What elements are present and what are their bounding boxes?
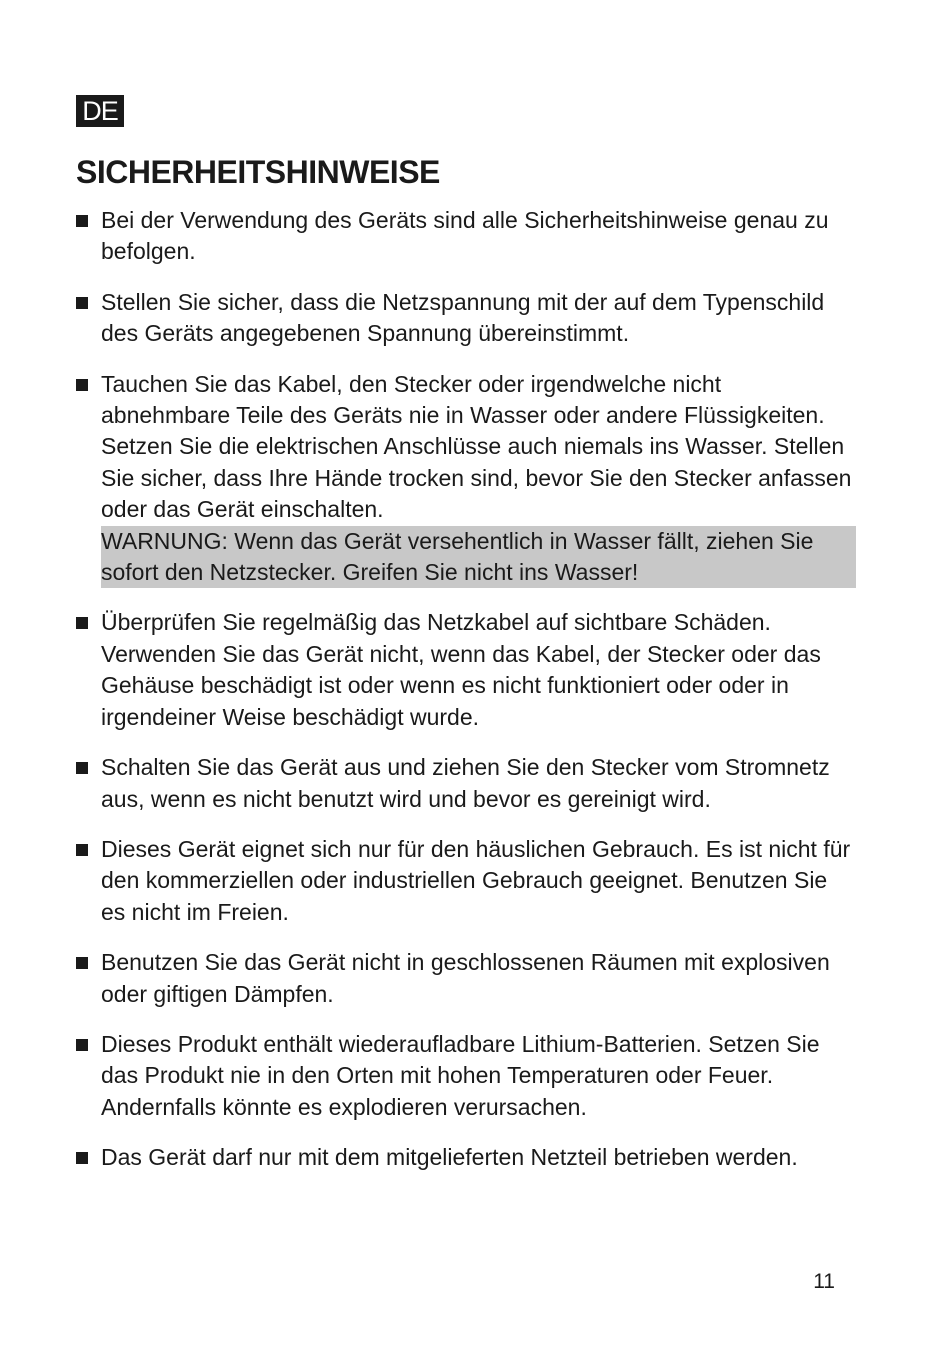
list-item xyxy=(76,752,856,815)
square-bullet-icon xyxy=(76,617,88,629)
square-bullet-icon xyxy=(76,1039,88,1051)
list-item xyxy=(76,1142,856,1173)
instruction-text: Tauchen Sie das Kabel, den Stecker oder irgendwelche nicht abnehmbare Teile des Geräts nie in Wasser oder andere Flüssigkeiten. Setzen Sie die elektrischen Anschlüsse auch niemals ins Wasser. Stellen Sie sicher, dass Ihre Hände trocken sind, bevor Sie den Stecker anfassen oder das Gerät einschalten. xyxy=(101,370,852,523)
square-bullet-icon xyxy=(76,297,88,309)
square-bullet-icon xyxy=(76,215,88,227)
list-item xyxy=(76,205,856,268)
list-item xyxy=(76,607,856,733)
instruction-text: Das Gerät darf nur mit dem mitgelieferten Netzteil betrieben werden. xyxy=(101,1144,798,1171)
square-bullet-icon xyxy=(76,379,88,391)
square-bullet-icon xyxy=(76,1152,88,1164)
instruction-text: Dieses Produkt enthält wiederaufladbare Lithium-Batterien. Setzen Sie das Produkt nie in den Orten mit hohen Temperaturen oder Feuer. Andernfalls könnte es explodieren verursachen. xyxy=(101,1030,820,1120)
instruction-text: Überprüfen Sie regelmäßig das Netzkabel auf sichtbare Schäden. Verwenden Sie das Gerät nicht, wenn das Kabel, der Stecker oder das Gehäuse beschädigt ist oder wenn es nicht funktioniert oder oder in irgendeiner Weise beschädigt wurde. xyxy=(101,609,821,730)
list-item xyxy=(76,287,856,350)
list-item xyxy=(76,369,856,589)
page-title: SICHERHEITSHINWEISE xyxy=(76,154,440,190)
instruction-text: Bei der Verwendung des Geräts sind alle Sicherheitshinweise genau zu befolgen. xyxy=(101,207,829,265)
square-bullet-icon xyxy=(76,844,88,856)
language-badge: DE xyxy=(76,95,124,127)
list-item xyxy=(76,834,856,928)
page-number: 11 xyxy=(813,1270,835,1293)
list-item xyxy=(76,1029,856,1123)
warning-note: WARNUNG: Wenn das Gerät versehentlich in Wasser fällt, ziehen Sie sofort den Netzstecker. Greifen Sie nicht ins Wasser! xyxy=(101,526,856,589)
instruction-text: Schalten Sie das Gerät aus und ziehen Sie den Stecker vom Stromnetz aus, wenn es nicht benutzt wird und bevor es gereinigt wird. xyxy=(101,754,830,812)
square-bullet-icon xyxy=(76,957,88,969)
instruction-text: Dieses Gerät eignet sich nur für den häuslichen Gebrauch. Es ist nicht für den kommerziellen oder industriellen Gebrauch geeignet. Benutzen Sie es nicht im Freien. xyxy=(101,835,851,925)
instruction-text: Stellen Sie sicher, dass die Netzspannung mit der auf dem Typenschild des Geräts angegebenen Spannung übereinstimmt. xyxy=(101,288,825,347)
square-bullet-icon xyxy=(76,762,88,774)
instruction-text: Benutzen Sie das Gerät nicht in geschlossenen Räumen mit explosiven oder giftigen Dämpfen. xyxy=(101,949,830,1007)
list-item xyxy=(76,947,856,1010)
safety-instructions-list xyxy=(76,205,856,1193)
